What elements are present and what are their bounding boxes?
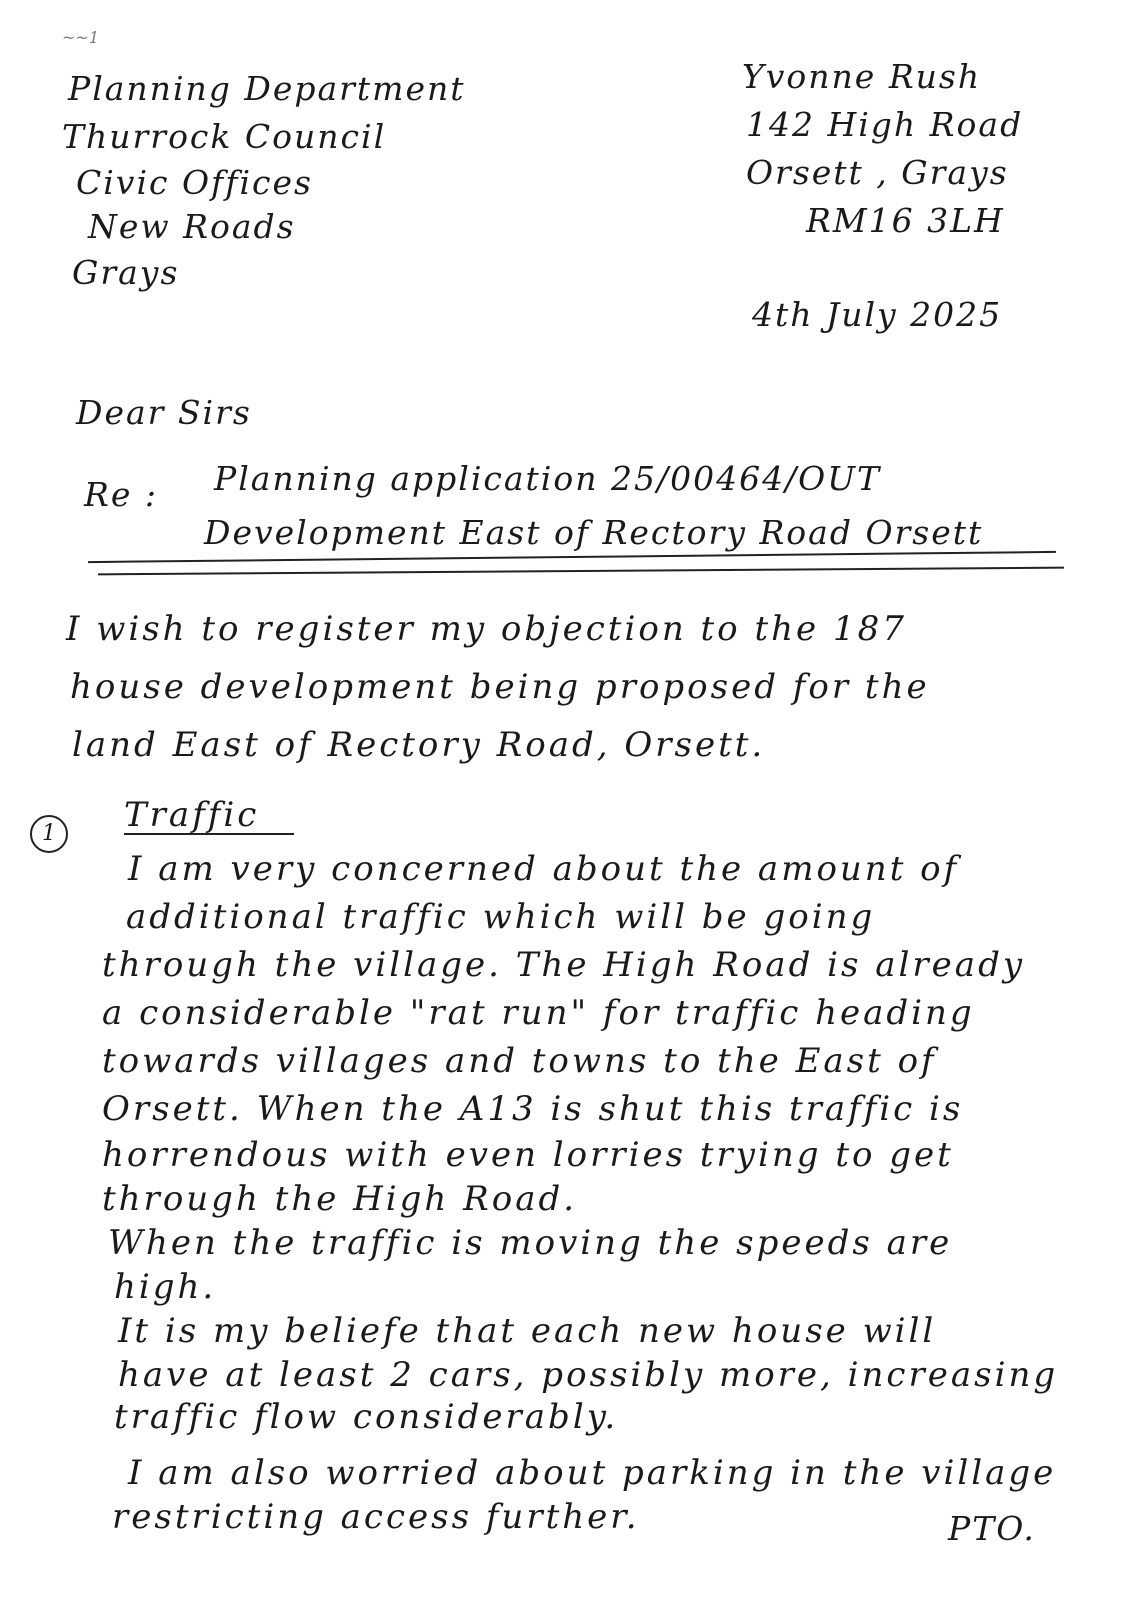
letter-date: 4th July 2025 [752,295,1003,334]
recipient-line-5: Grays [72,253,180,292]
body-line-12: have at least 2 cars, possibly more, increasing [118,1355,1059,1395]
intro-line-3: land East of Rectory Road, Orsett. [72,725,766,765]
salutation: Dear Sirs [76,393,252,432]
section-heading-underline [124,833,294,835]
recipient-line-2: Thurrock Council [62,117,387,156]
sender-postcode: RM16 3LH [806,201,1005,240]
body-line-8: through the High Road. [102,1179,578,1219]
body-line-5: towards villages and towns to the East of [102,1041,937,1081]
body-line-11: It is my beliefe that each new house will [118,1311,937,1351]
section-number-badge: 1 [30,815,68,853]
body-line-15: restricting access further. [112,1497,640,1537]
subject-re: Re : [84,475,158,514]
sender-name: Yvonne Rush [742,57,982,96]
section-heading: Traffic [124,795,260,835]
subject-line-2: Development East of Rectory Road Orsett [204,513,984,552]
body-line-10: high. [114,1267,217,1307]
subject-underline-1 [88,551,1056,563]
recipient-line-4: New Roads [88,207,296,246]
recipient-line-1: Planning Department [68,69,466,108]
body-line-14: I am also worried about parking in the village [128,1453,1057,1493]
intro-line-1: I wish to register my objection to the 187 [66,609,907,649]
subject-line-1: Planning application 25/00464/OUT [214,459,882,498]
body-line-3: through the village. The High Road is already [102,945,1026,985]
body-line-9: When the traffic is moving the speeds are [108,1223,953,1263]
body-line-13: traffic flow considerably. [114,1397,619,1437]
body-line-6: Orsett. When the A13 is shut this traffic is [102,1089,964,1129]
body-line-1: I am very concerned about the amount of [128,849,960,889]
sender-town: Orsett , Grays [746,153,1009,192]
please-turn-over: PTO. [948,1509,1036,1548]
body-line-2: additional traffic which will be going [126,897,876,937]
margin-scribble: ~~1 [62,28,99,47]
subject-underline-2 [98,567,1064,576]
body-line-4: a considerable "rat run" for traffic heading [102,993,975,1033]
body-line-7: horrendous with even lorries trying to get [102,1135,954,1175]
recipient-line-3: Civic Offices [76,163,313,202]
sender-street: 142 High Road [746,105,1024,144]
intro-line-2: house development being proposed for the [70,667,930,707]
